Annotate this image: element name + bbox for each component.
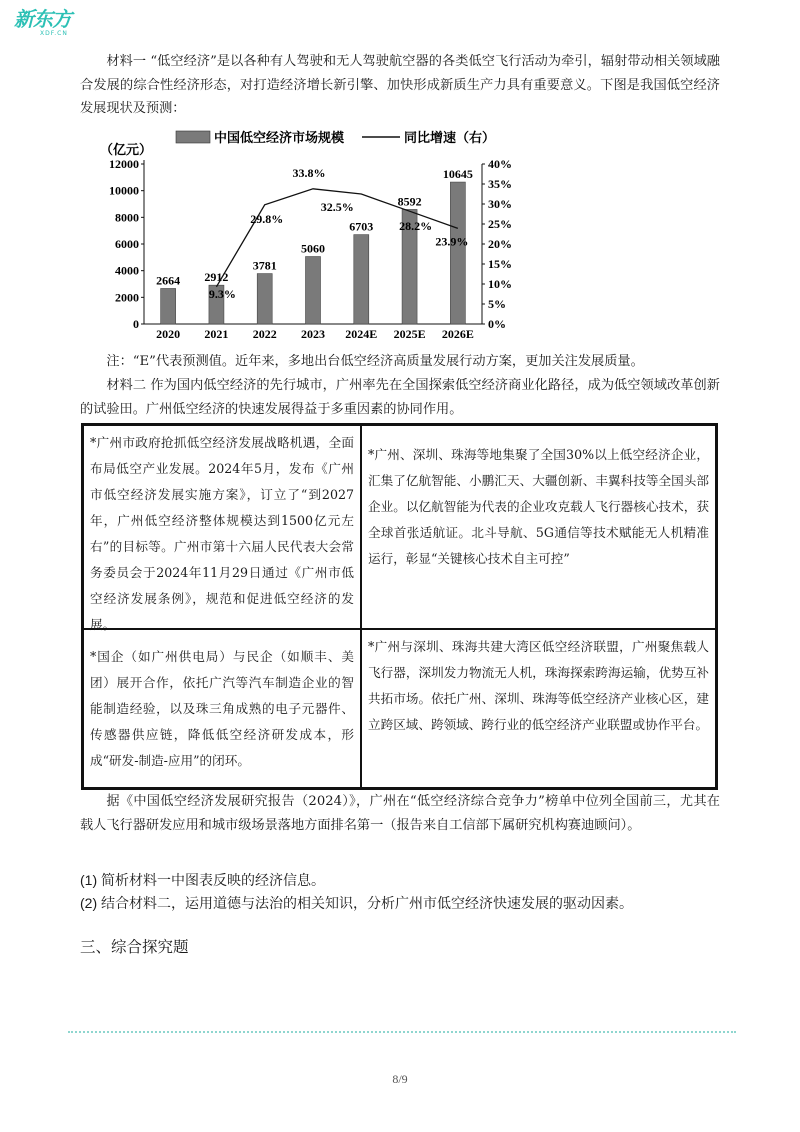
bar (450, 182, 465, 324)
left-tick-label: 2000 (115, 290, 139, 305)
bar (257, 274, 272, 324)
right-tick-label: 15% (488, 257, 512, 271)
page-number: 8/9 (392, 1072, 408, 1086)
report-paragraph: 据《中国低空经济发展研究报告（2024）》，广州在“低空经济综合竞争力”榜单中位列全国前三，尤其在载人飞行器研发应用和城市级场景落地方面排名第一（报告来自工信部下属研究机构赛迪顾问）。 (80, 794, 720, 833)
right-tick-label: 5% (488, 297, 506, 311)
right-tick-label: 0% (488, 317, 506, 331)
x-tick-label: 2023 (301, 327, 325, 341)
bar-label: 5060 (301, 241, 325, 256)
question-1: (1) 简析材料一中图表反映的经济信息。 (80, 872, 325, 888)
right-tick-label: 35% (488, 177, 512, 191)
right-tick-label: 10% (488, 277, 512, 291)
bar-label: 6703 (349, 219, 374, 234)
left-axis-unit: （亿元） (100, 142, 153, 157)
legend-bar-swatch (176, 131, 210, 143)
x-tick-label: 2022 (252, 327, 277, 341)
material-one-paragraph: 材料一 “低空经济”是以各种有人驾驶和无人驾驶航空器的各类低空飞行活动为牵引，辐射带动相关领域融合发展的综合性经济形态，对打造经济增长新引擎、加快形成新质生产力具有重要意义。下图是我国低空经济发展现状及预测： (80, 54, 720, 116)
x-tick-label: 2024E (345, 327, 378, 341)
left-tick-label: 6000 (115, 237, 139, 251)
left-tick-label: 12000 (109, 157, 139, 171)
material-two-paragraph: 材料二 作为国内低空经济的先行城市，广州率先在全国探索低空经济商业化路径，成为低空领域改革创新的试验田。广州低空经济的快速发展得益于多重因素的协同作用。 (80, 378, 720, 417)
xdf-logo (14, 8, 84, 42)
line-label: 29.8% (250, 211, 284, 226)
chart-marks (109, 157, 512, 341)
section-heading: 三、综合探究题 (80, 938, 189, 956)
bar (354, 235, 369, 324)
x-tick-label: 2020 (156, 327, 181, 341)
bar (161, 288, 176, 324)
x-tick-label: 2021 (204, 327, 229, 341)
left-tick-label: 0 (133, 317, 139, 331)
line-label: 32.5% (320, 200, 354, 214)
left-tick-label: 4000 (115, 263, 139, 278)
right-tick-label: 40% (488, 157, 512, 171)
bar-label: 8592 (397, 194, 422, 209)
table-cell-alliance: *广州与深圳、珠海共建大湾区低空经济联盟，广州聚焦载人飞行器，深圳发力物流无人机，珠海探索跨海运输，优势互补共拓市场。依托广州、深圳、珠海等低空经济产业核心区，建立跨区域、跨领域、跨行业的低空经济产业联盟或协作平台。 (368, 639, 709, 732)
table-cell-cooperation: *国企（如广州供电局）与民企（如顺丰、美团）展开合作，依托广汽等汽车制造企业的智能制造经验，以及珠三角成熟的电子元器件、传感器供应链，降低低空经济研发成本，形成“研发-制造-应用”的闭环。 (84, 630, 362, 787)
x-tick-label: 2026E (441, 327, 474, 341)
legend-line-label: 同比增速（右） (404, 130, 496, 145)
line-label: 33.8% (292, 165, 326, 180)
bar-label: 10645 (442, 167, 473, 182)
x-tick-label: 2025E (393, 327, 426, 341)
footer-divider (68, 1031, 736, 1033)
line-label: 23.9% (435, 234, 469, 249)
low-altitude-economy-chart (100, 127, 540, 345)
right-tick-label: 20% (488, 237, 512, 251)
logo-subtext: XDF.CN (40, 30, 68, 37)
logo-text: 新东方 (14, 7, 71, 31)
table-cell-government: *广州市政府抢抓低空经济发展战略机遇，全面布局低空产业发展。2024年5月，发布《广州市低空经济发展实施方案》，订立了“到2027年，广州低空经济整体规模达到1500亿元左右”的目标等。广州市第十六届人民代表大会常务委员会于2024年11月29日通过《广州市低空经济发展条例》，规范和促进低空经济的发展。 (84, 426, 362, 630)
legend (176, 130, 495, 145)
line-label: 28.2% (399, 219, 433, 234)
chart-note: 注：“E”代表预测值。近年来，多地出台低空经济高质量发展行动方案，更加关注发展质量。 (106, 354, 644, 369)
legend-bar-label: 中国低空经济市场规模 (214, 130, 345, 145)
factors-table (81, 423, 718, 790)
left-tick-label: 10000 (109, 183, 139, 198)
table-cell-enterprises: *广州、深圳、珠海等地集聚了全国30%以上低空经济企业，汇集了亿航智能、小鹏汇天、大疆创新、丰翼科技等全国头部企业。以亿航智能为代表的企业攻克载人飞行器核心技术，获全球首张适航证。北斗导航、5G通信等技术赋能无人机精准运行，彰显“关键核心技术自主可控” (362, 426, 715, 630)
bar-label: 2912 (204, 270, 229, 285)
line-label: 9.3% (208, 286, 236, 301)
right-tick-label: 25% (488, 217, 512, 231)
bar (306, 257, 321, 324)
left-tick-label: 8000 (115, 210, 139, 225)
right-tick-label: 30% (488, 197, 512, 211)
bar-label: 3781 (252, 258, 277, 273)
question-2: (2) 结合材料二，运用道德与法治的相关知识，分析广州市低空经济快速发展的驱动因素。 (80, 895, 633, 911)
bar-label: 2664 (156, 273, 181, 288)
